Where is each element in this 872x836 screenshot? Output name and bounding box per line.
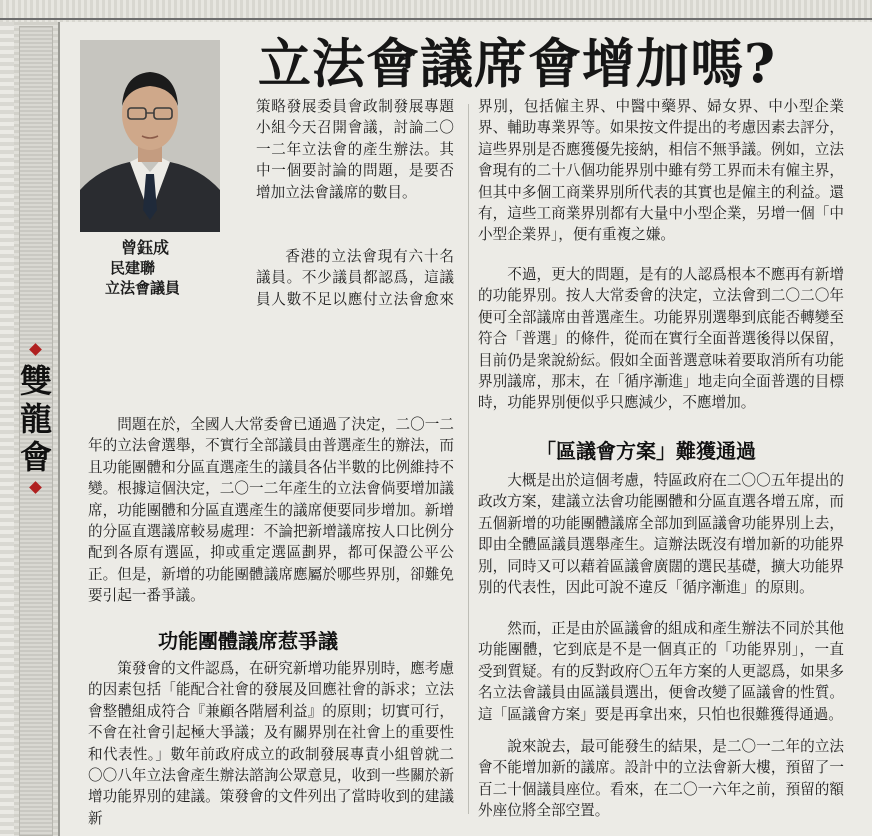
- column-name-char: 雙: [19, 362, 52, 400]
- paragraph: 界別，包括僱主界、中醫中藥界、婦女界、中小型企業界、輔助專業界等。如果按文件提出的考慮因素去評分，這些界別是否應獲優先接納，相信不無爭議。例如，立法會現有的二十八個功能界別中雖有勞工界而未有僱主界，但其中多個工商業界別所代表的其實也是僱主的利益。還有，這些工商業界別都有大量中小型企業，另增一個「中小型企業界」，便有重複之嫌。: [478, 98, 844, 244]
- paragraph: 說來說去，最可能發生的結果，是二〇一二年的立法會不能增加新的議席。設計中的立法會新大樓，預留了一百二十個議員座位。看來，在二〇一六年之前，預留的額外座位將全部空置。: [478, 738, 844, 820]
- paragraph: 大概是出於這個考慮，特區政府在二〇〇五年提出的政改方案，建議立法會功能團體和分區直選各增五席，而五個新增的功能團體議席全部加到區議會功能界別上去，即由全體區議員選舉產生。這辦法既沒有增加新的功能界別，同時又可以藉着區議會廣闊的選民基礎，擴大功能界別的代表性，因此可說不違反「循序漸進」的原則。: [478, 472, 844, 597]
- column-name: [14, 345, 58, 495]
- paragraph: 問題在於，全國人大常委會已通過了決定，二〇一二年的立法會選舉，不實行全部議員由普選產生的辦法，而且功能團體和分區直選產生的議員各佔半數的比例維持不變。根據這個決定，二〇一二年產生的立法會倘要增加議席，功能團體和分區直選產生的議席便要同步增加。新增的分區直選議席較易處理：不論把新增議席按人口比例分配到各原有選區，抑或重定選區劃界，都可保證公平公正。但是，新增的功能團體議席應屬於哪些界別，卻難免要引起一番爭議。: [88, 416, 454, 605]
- author-party: 民建聯: [110, 259, 156, 277]
- diamond-ornament-icon: [29, 481, 42, 494]
- paragraph: 不過，更大的問題，是有的人認爲根本不應再有新增的功能界別。按人大常委會的決定，立法會到二〇二〇年便可全部議席由普選產生。功能界別選舉到底能否轉變至符合「普選」的條件，從而在實行全面普選後得以保留，目前仍是衆說紛紜。假如全面普選意味着要取消所有功能界別議席，那末，在「循序漸進」地走向全面普選的目標時，功能界別便似乎只應減少，不應增加。: [478, 266, 844, 412]
- diamond-ornament-icon: [29, 343, 42, 356]
- column-name-char: 會: [19, 438, 52, 476]
- paragraph: 策略發展委員會政制發展專題小組今天召開會議，討論二〇一二年立法會的產生辦法。其中一個要討論的問題，是要否增加立法會議席的數目。: [256, 98, 454, 201]
- article-headline: 立法會議席會增加嗎?: [258, 33, 777, 95]
- author-photo: [80, 40, 220, 232]
- paragraph: 香港的立法會現有六十名議員。不少議員都認爲，這議員人數不足以應付立法會愈來: [256, 248, 454, 308]
- subheading: 「區議會方案」難獲通過: [536, 439, 756, 463]
- paragraph: 策發會的文件認爲，在研究新增功能界別時，應考慮的因素包括「能配合社會的發展及回應社會的訴求；立法會整體組成符合『兼顧各階層利益』的原則；切實可行，不會在社會引起極大爭議；及有關界別在社會上的重要性和代表性。」數年前政府成立的政制發展專責小組曾就二〇〇八年立法會產生辦法諮詢公眾意見，收到一些關於新增功能界別的建議。策發會的文件列出了當時收到的建議新: [88, 660, 454, 826]
- subheading: 功能團體議席惹爭議: [158, 629, 338, 653]
- author-role: 立法會議員: [105, 279, 181, 297]
- column-name-char: 龍: [19, 400, 52, 438]
- author-byline: [75, 238, 245, 298]
- paragraph: 然而，正是由於區議會的組成和產生辦法不同於其他功能團體，它到底是不是一個真正的「功能界別」，一直受到質疑。有的反對政府〇五年方案的人更認爲，如果多名立法會議員由區議員選出，便會改變了區議會的性質。這「區議會方案」要是再拿出來，只怕也很難獲得通過。: [478, 620, 844, 723]
- column-divider: [468, 104, 469, 814]
- author-name: 曾鈺成: [121, 238, 170, 257]
- page-top-band: [0, 0, 872, 22]
- paragraph-continued: [88, 312, 454, 408]
- page-edge-band: [0, 22, 14, 836]
- author-portrait-icon: [80, 40, 220, 232]
